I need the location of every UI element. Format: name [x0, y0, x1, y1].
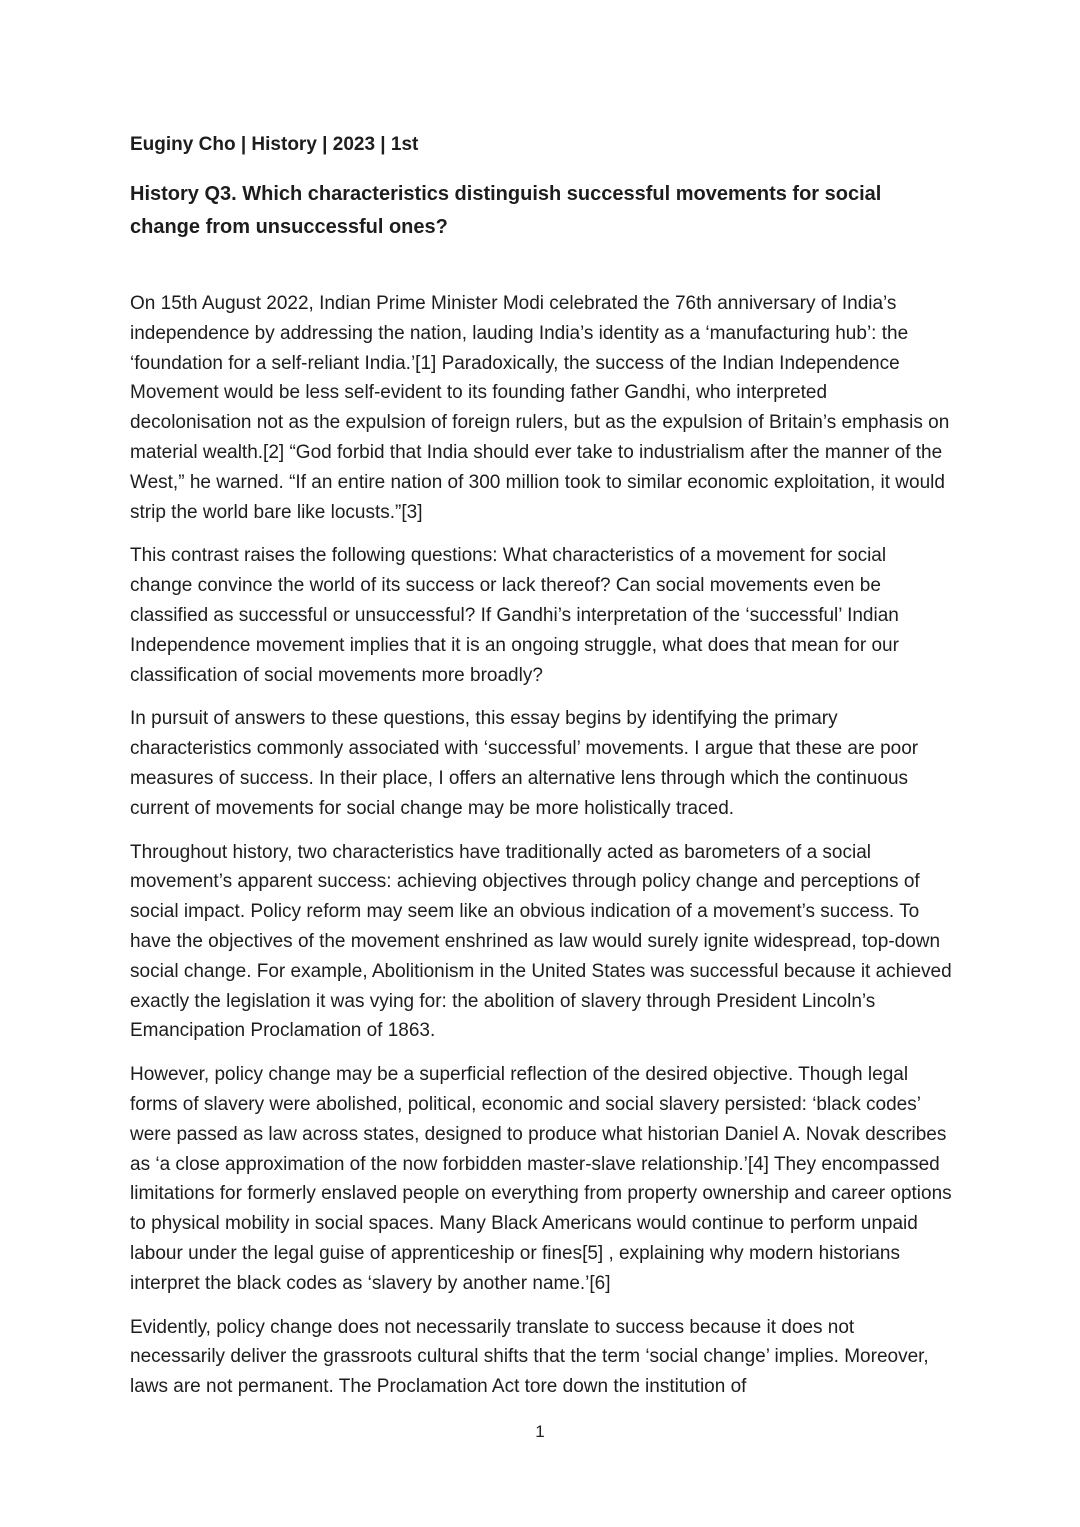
essay-paragraph-3: In pursuit of answers to these questions, this essay begins by identifying the primary characteristics commonly associated with ‘successful’ movements. I argue that these are poor measures of success. In their place, I offers an alternative lens through which the continuous current of movements for social change may be more holistically traced.	[130, 708, 919, 819]
essay-paragraph-1: On 15th August 2022, Indian Prime Minister Modi celebrated the 76th anniversary of India’s independence by addressing the nation, lauding India’s identity as a ‘manufacturing hub’: the ‘foundation for a self-reliant India.’[1] Paradoxically, the success of the Indian Independence Movement would be less self-evident to its founding father Gandhi, who interpreted decolonisation not as the expulsion of foreign rulers, but as the expulsion of Britain’s emphasis on material wealth.[2] “God forbid that India should ever take to industrialism after the manner of the West,” he warned. “If an entire nation of 300 million took to similar economic exploitation, it would strip the world bare like locusts.”[3]	[130, 293, 950, 523]
author-header: Euginy Cho | History | 2023 | 1st	[130, 134, 419, 155]
essay-paragraph-4: Throughout history, two characteristics have traditionally acted as barometers of a social movement’s apparent success: achieving objectives through policy change and perceptions of social impact. Policy reform may seem like an obvious indication of a movement’s success. To have the objectives of the movement enshrined as law would surely ignite widespread, top-down social change. For example, Abolitionism in the United States was successful because it achieved exactly the legislation it was vying for: the abolition of slavery through President Lincoln’s Emancipation Proclamation of 1863.	[130, 841, 952, 1042]
essay-paragraph-2: This contrast raises the following questions: What characteristics of a movement for social change convince the world of its success or lack thereof? Can social movements even be classified as successful or unsuccessful? If Gandhi’s interpretation of the ‘successful’ Indian Independence movement implies that it is an ongoing struggle, what does that mean for our classification of social movements more broadly?	[130, 545, 899, 686]
page-number: 1	[535, 1422, 545, 1441]
essay-paragraph-5: However, policy change may be a superficial reflection of the desired objective. Though legal forms of slavery were abolished, political, economic and social slavery persisted: ‘black codes’ were passed as law across states, designed to produce what historian Daniel A. Novak describes as ‘a close approximation of the now forbidden master-slave relationship.’[4] They encompassed limitations for formerly enslaved people on everything from property ownership and career options to physical mobility in social spaces. Many Black Americans would continue to perform unpaid labour under the legal guise of apprenticeship or fines[5] , explaining why modern historians interpret the black codes as ‘slavery by another name.’[6]	[130, 1064, 952, 1294]
essay-paragraph-6: Evidently, policy change does not necessarily translate to success because it does not necessarily deliver the grassroots cultural shifts that the term ‘social change’ implies. Moreover, laws are not permanent. The Proclamation Act tore down the institution of	[130, 1316, 929, 1398]
document-content	[130, 133, 952, 1416]
essay-title: History Q3. Which characteristics distinguish successful movements for social change from unsuccessful ones?	[130, 183, 882, 238]
